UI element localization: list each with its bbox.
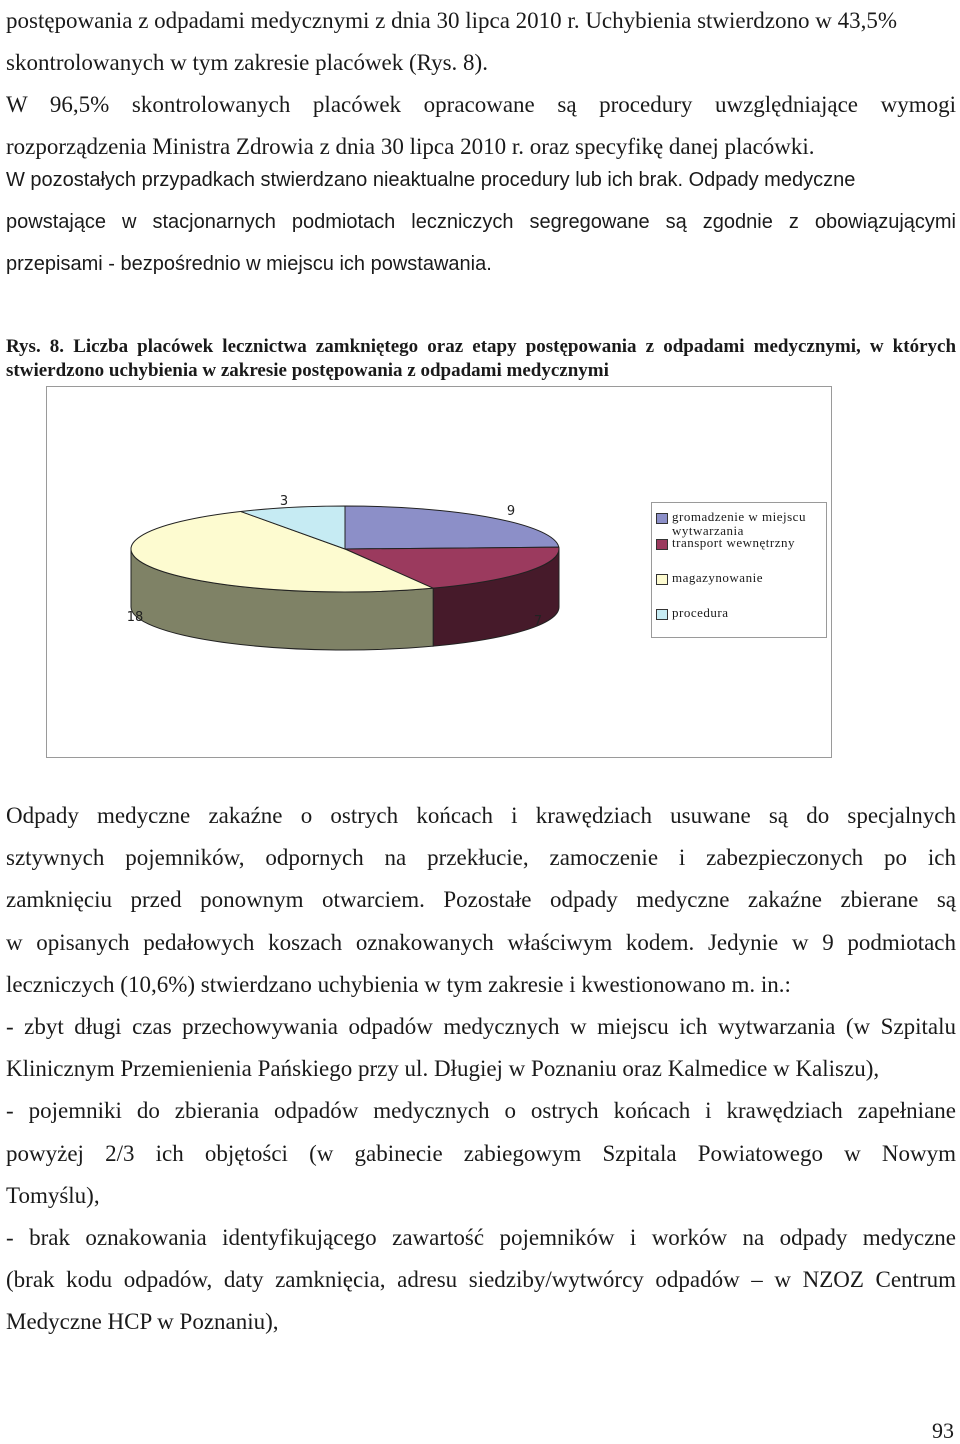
pie-data-label: 7 [533,614,543,629]
chart-legend [651,502,827,638]
legend-swatch [656,574,668,585]
text-line: (brak kodu odpadów, daty zamknięcia, adresu siedziby/wytwórcy odpadów – w NZOZ Centrum [6,1267,956,1293]
figure-caption-text: Liczba placówek lecznictwa zamkniętego oraz etapy postępowania z odpadami medycznymi, w których stwierdzono uchybienia w zakresie postępowania z odpadami medycznymi [6,336,957,381]
pie-chart [46,386,832,758]
text-line: powstające w stacjonarnych podmiotach leczniczych segregowane są zgodnie z obowiązującymi [6,211,956,233]
text-line: rozporządzenia Ministra Zdrowia z dnia 30 lipca 2010 r. oraz specyfikę danej placówki. [6,134,815,159]
legend-label: procedura [672,605,729,620]
text-line: - brak oznakowania identyfikującego zawartość pojemników i worków na odpady medyczne [6,1225,956,1250]
legend-label: transport wewnętrzny [672,535,795,550]
pie-data-label: 18 [126,610,144,625]
text-line: W 96,5% skontrolowanych placówek opracowane są procedury uwzględniające wymogi [6,92,956,117]
text-line: Odpady medyczne zakaźne o ostrych końcach i krawędziach usuwane są do specjalnych [6,803,956,828]
text-line: Klinicznym Przemienienia Pańskiego przy ul. Długiej w Poznaniu oraz Kalmedice w Kaliszu), [6,1056,880,1082]
text-line: Tomyślu), [6,1182,100,1208]
text-line: leczniczych (10,6%) stwierdzano uchybienia w tym zakresie i kwestionowano m. in.: [6,971,791,997]
text-line: powyżej 2/3 ich objętości (w gabinecie zabiegowym Szpitala Powiatowego w Nowym [6,1140,956,1166]
figure-caption [6,335,956,383]
text-line: zamknięciu przed ponownym otwarciem. Pozostałe odpady medyczne zakaźne zbierane są [6,887,956,913]
legend-swatch [656,539,668,550]
legend-swatch [656,609,668,620]
legend-label: gromadzenie w miejscu wytwarzania [672,509,806,538]
legend-label: magazynowanie [672,570,763,585]
text-line: - pojemniki do zbierania odpadów medycznych o ostrych końcach i krawędziach zapełniane [6,1098,956,1124]
text-line: sztywnych pojemników, odpornych na przekłucie, zamoczenie i zabezpieczonych po ich [6,845,956,871]
pie-slice [345,506,559,549]
text-line: skontrolowanych w tym zakresie placówek (Rys. 8). [6,50,488,75]
legend-swatch [656,513,668,524]
pie-data-label: 3 [279,494,289,509]
figure-label: Rys. 8. [6,336,65,357]
pie-data-label: 9 [506,504,516,519]
text-line: postępowania z odpadami medycznymi z dnia 30 lipca 2010 r. Uchybienia stwierdzono w 43,5% [6,8,898,33]
text-line: W pozostałych przypadkach stwierdzano nieaktualne procedury lub ich brak. Odpady medyczne [6,169,856,191]
pie-chart-canvas [47,387,647,757]
text-line: przepisami - bezpośrednio w miejscu ich powstawania. [6,253,492,275]
text-line: Medyczne HCP w Poznaniu), [6,1309,279,1335]
page-number: 93 [932,1418,954,1443]
text-line: - zbyt długi czas przechowywania odpadów medycznych w miejscu ich wytwarzania (w Szpitalu [6,1014,956,1039]
text-line: w opisanych pedałowych koszach oznakowanych właściwym kodem. Jedynie w 9 podmiotach [6,929,956,955]
